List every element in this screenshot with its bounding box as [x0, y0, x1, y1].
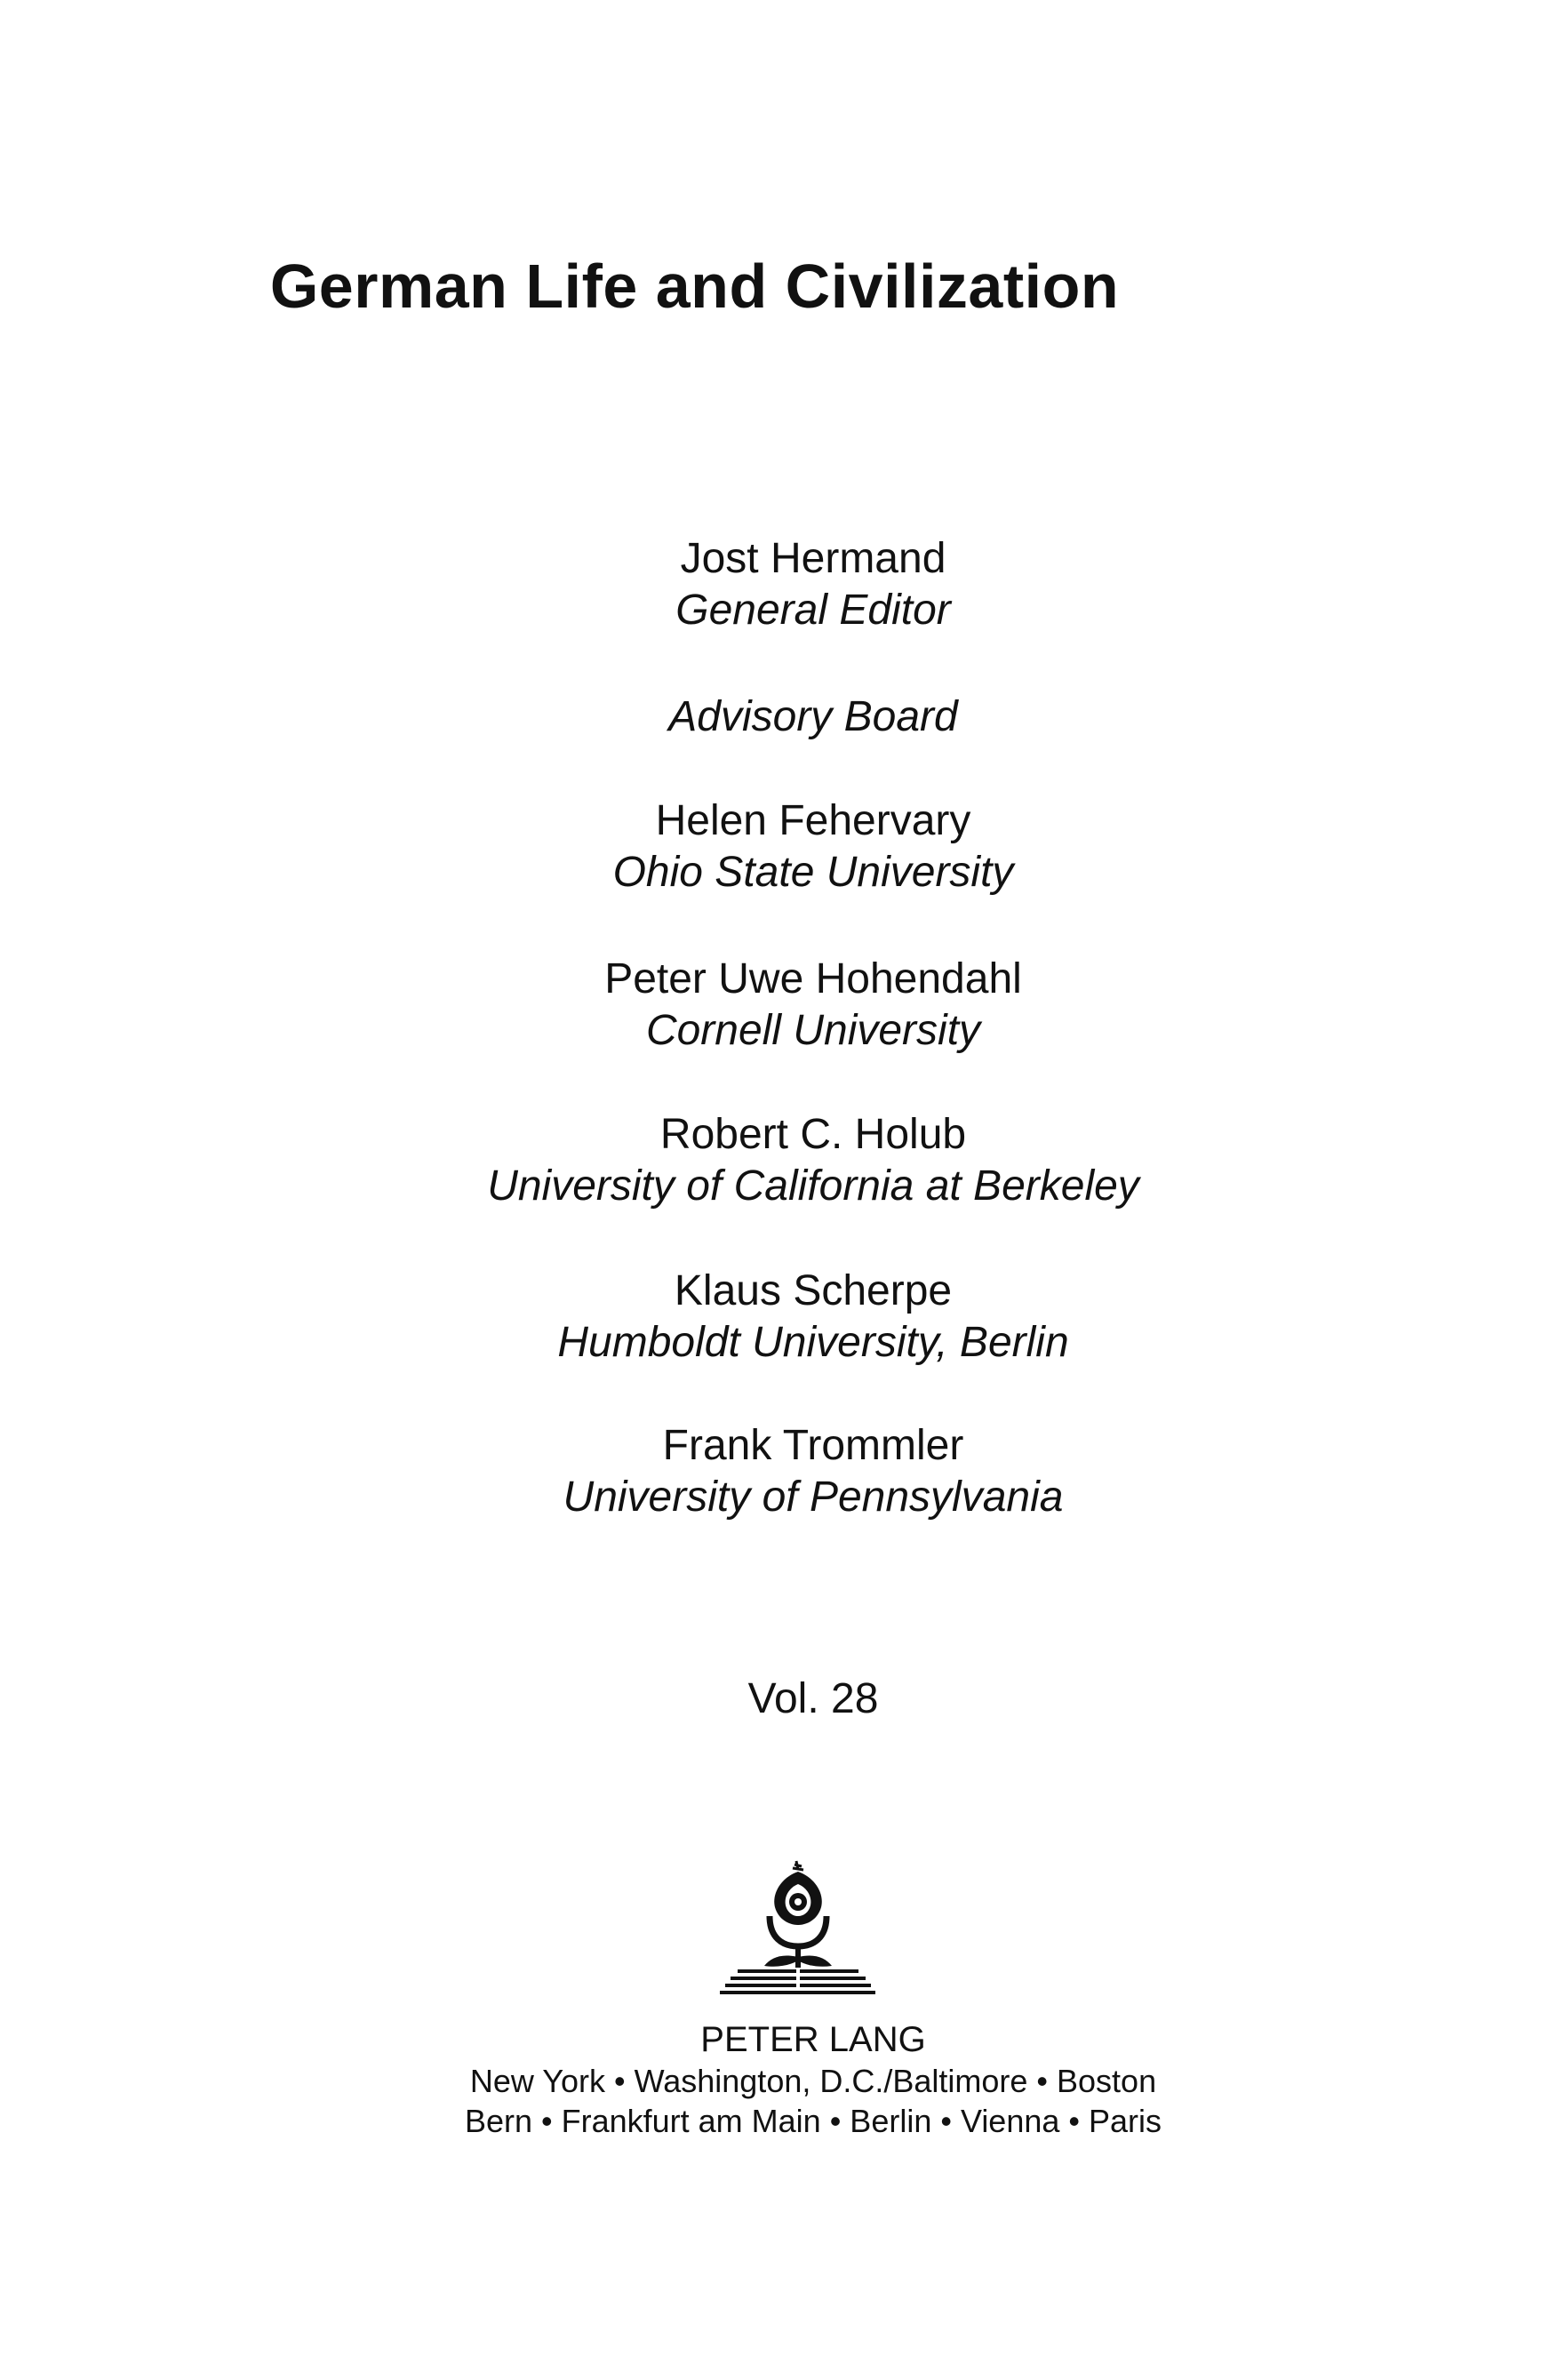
advisory-board-heading: Advisory Board — [668, 693, 958, 740]
general-editor-name: Jost Hermand — [680, 535, 946, 582]
board-member-affiliation: University of California at Berkeley — [487, 1162, 1139, 1210]
board-member — [0, 795, 1549, 898]
board-member-name: Frank Trommler — [662, 1422, 964, 1469]
board-member — [0, 1420, 1549, 1523]
publisher-name: PETER LANG — [700, 2020, 926, 2059]
board-member-affiliation: Cornell University — [645, 1007, 981, 1054]
volume-number: Vol. 28 — [747, 1675, 879, 1722]
board-member — [0, 1109, 1549, 1212]
board-member-name: Peter Uwe Hohendahl — [604, 955, 1022, 1002]
general-editor-block — [0, 533, 1549, 636]
general-editor-role: General Editor — [675, 587, 951, 634]
board-member-affiliation: Humboldt University, Berlin — [557, 1319, 1069, 1366]
board-member-affiliation: University of Pennsylvania — [563, 1474, 1064, 1521]
series-title: German Life and Civilization — [269, 252, 1120, 321]
board-member-name: Robert C. Holub — [659, 1111, 967, 1158]
publisher-cities-line-1: New York • Washington, D.C./Baltimore • Boston — [469, 2063, 1157, 2099]
board-member — [0, 954, 1549, 1057]
board-member — [0, 1266, 1549, 1369]
publisher-cities-line-2: Bern • Frankfurt am Main • Berlin • Vienna • Paris — [464, 2103, 1162, 2139]
board-member-affiliation: Ohio State University — [612, 849, 1014, 896]
board-member-name: Klaus Scherpe — [674, 1267, 953, 1314]
peter-lang-book-flower-logo-icon — [720, 1857, 875, 2000]
board-member-name: Helen Fehervary — [655, 797, 971, 844]
